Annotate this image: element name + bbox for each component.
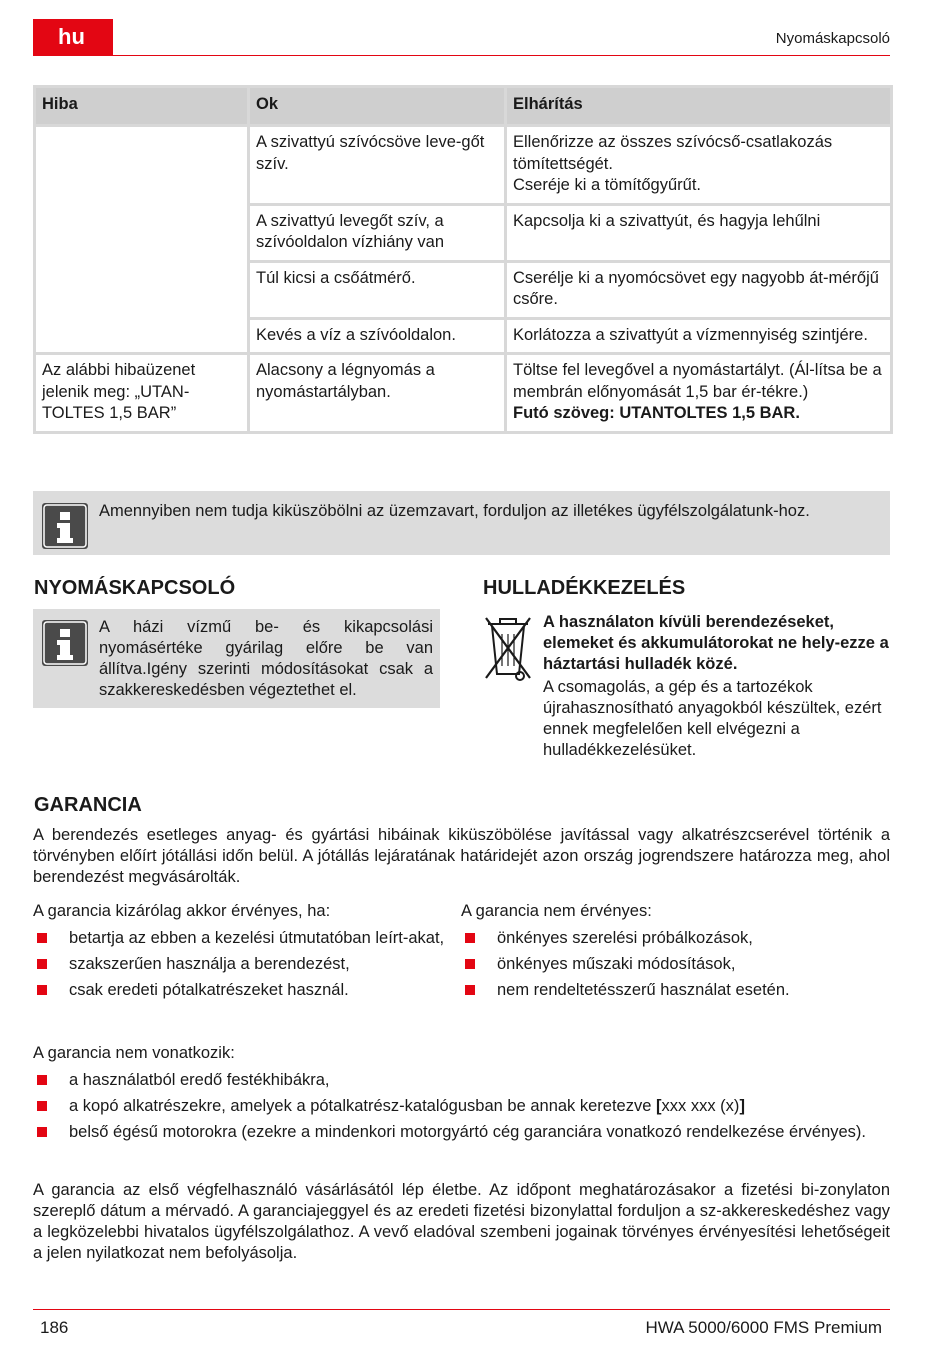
- warranty-invalid-list: [461, 928, 890, 1006]
- crossed-out-bin-icon: [480, 612, 536, 684]
- service-info-box: [33, 491, 890, 555]
- list-item: [461, 954, 890, 975]
- list-item: [461, 980, 890, 1001]
- list-item: [33, 1096, 890, 1117]
- info-icon: [42, 503, 88, 549]
- list-item-text: önkényes műszaki módosítások,: [497, 955, 736, 973]
- table-row: [35, 354, 892, 433]
- cell-line: Cseréje ki a tömítőgyűrűt.: [513, 176, 701, 194]
- cell-line: Ellenőrizze az összes szívócső-csatlakozás tömítettségét.: [513, 133, 833, 173]
- bullet-square-icon: [37, 959, 47, 969]
- list-item: [33, 954, 458, 975]
- warranty-heading: GARANCIA: [34, 794, 142, 816]
- bullet-square-icon: [37, 933, 47, 943]
- table-cell-ok: Kevés a víz a szívóoldalon.: [249, 318, 506, 354]
- pressure-switch-info-box: [33, 609, 440, 708]
- cell-line-bold: Futó szöveg: UTANTOLTES 1,5 BAR.: [513, 404, 800, 422]
- list-item: [33, 1122, 890, 1143]
- column-header-elharitas: Elhárítás: [506, 87, 892, 126]
- bracket-open: [: [656, 1097, 662, 1115]
- list-item-text: csak eredeti pótalkatrészeket használ.: [69, 981, 349, 999]
- page-number: 186: [40, 1318, 69, 1337]
- list-item-text: a kopó alkatrészekre, amelyek a pótalkatrész-katalógusban be annak keretezve: [69, 1097, 652, 1115]
- list-item-text: betartja az ebben a kezelési útmutatóban leírt-akat,: [69, 929, 445, 947]
- warranty-intro: A berendezés esetleges anyag- és gyártási hibáinak kiküszöbölése javítással vagy alkatrészcserével történik a törvényben előírt jótállási időn belül. A jótállás lejáratának határidejét azon ország jogrendszere határozza meg, ahol berendezést megvásárolták.: [33, 826, 890, 886]
- footer-rule: [33, 1309, 890, 1310]
- table-row: [35, 126, 892, 205]
- table-cell-hiba: Az alábbi hibaüzenet jelenik meg: „UTAN-TOLTES 1,5 BAR”: [35, 354, 249, 433]
- table-cell-ok: Alacsony a légnyomás a nyomástartályban.: [249, 354, 506, 433]
- model-name: HWA 5000/6000 FMS Premium: [645, 1318, 882, 1337]
- list-item-text: belső égésű motorokra (ezekre a mindenkori motorgyártó cég garanciára vonatkozó rendelkezése érvényes).: [69, 1123, 866, 1141]
- list-item-text: nem rendeltetésszerű használat esetén.: [497, 981, 790, 999]
- list-item-text: szakszerűen használja a berendezést,: [69, 955, 350, 973]
- table-cell-elharitas: Cserélje ki a nyomócsövet egy nagyobb át-mérőjű csőre.: [506, 261, 892, 318]
- bullet-square-icon: [37, 1101, 47, 1111]
- column-header-hiba: Hiba: [35, 87, 249, 126]
- service-info-text: Amennyiben nem tudja kiküszöbölni az üzemzavart, forduljon az illetékes ügyfélszolgálatunk-hoz.: [99, 502, 810, 520]
- warranty-excluded-list: [33, 1070, 890, 1148]
- warranty-invalid-title: A garancia nem érvényes:: [461, 902, 652, 920]
- pressure-switch-heading: NYOMÁSKAPCSOLÓ: [34, 577, 236, 599]
- language-tab: hu: [33, 19, 113, 55]
- catalog-placeholder: xxx xxx (x): [661, 1097, 740, 1115]
- table-cell-ok: A szivattyú szívócsöve leve-gőt szív.: [249, 126, 506, 205]
- table-cell-elharitas: Kapcsolja ki a szivattyút, és hagyja lehűlni: [506, 204, 892, 261]
- bullet-square-icon: [37, 985, 47, 995]
- list-item: [33, 980, 458, 1001]
- table-cell-hiba: [35, 126, 249, 354]
- list-item-text: a használatból eredő festékhibákra,: [69, 1071, 330, 1089]
- warranty-valid-title: A garancia kizárólag akkor érvényes, ha:: [33, 902, 331, 920]
- list-item: [461, 928, 890, 949]
- table-cell-ok: A szivattyú levegőt szív, a szívóoldalon vízhiány van: [249, 204, 506, 261]
- warranty-valid-list: [33, 928, 458, 1006]
- bracket-close: ]: [739, 1097, 745, 1115]
- info-icon: [42, 620, 88, 666]
- column-header-ok: Ok: [249, 87, 506, 126]
- pressure-switch-text: A házi vízmű be- és kikapcsolási nyomásértéke gyárilag előre be van állítva.Igény szerinti módosításokat csak a szakkereskedésben végeztethet el.: [99, 618, 433, 699]
- header-rule: [33, 55, 890, 56]
- troubleshooting-table: [33, 85, 893, 434]
- warranty-closing: A garancia az első végfelhasználó vásárlásától lép életbe. Az időpont meghatározásakor a fizetési bi-zonylaton szereplő dátum a mérvadó. A garanciajeggyel és az eredeti fizetési bizonylattal forduljon a sz-akkereskedéshez vagy a legközelebbi hivatalos ügyfélszolgálathoz. A vevő eladóval szembeni jogainak törvényes érvényesítési lehetőségeit a jelen nyilatkozat nem befolyásolja.: [33, 1181, 890, 1262]
- table-cell-elharitas: [506, 354, 892, 433]
- bullet-square-icon: [465, 985, 475, 995]
- list-item: [33, 928, 458, 949]
- bullet-square-icon: [465, 959, 475, 969]
- table-header-row: [35, 87, 892, 126]
- disposal-heading: HULLADÉKKEZELÉS: [483, 577, 686, 599]
- disposal-text: A csomagolás, a gép és a tartozékok újrahasznosítható anyagokból készültek, ezért ennek megfelelően kell elvégezni a hulladékkezelésüket.: [543, 678, 882, 759]
- cell-line: Töltse fel levegővel a nyomástartályt. (Ál-lítsa be a membrán előnyomását 1,5 bar ér-tékre.): [513, 361, 882, 401]
- warranty-excluded-title: A garancia nem vonatkozik:: [33, 1044, 235, 1062]
- list-item: [33, 1070, 890, 1091]
- disposal-bold-text: A használaton kívüli berendezéseket, elemeket és akkumulátorokat ne hely-ezze a háztartási hulladék közé.: [543, 613, 889, 673]
- bullet-square-icon: [465, 933, 475, 943]
- bullet-square-icon: [37, 1075, 47, 1085]
- list-item-text: önkényes szerelési próbálkozások,: [497, 929, 753, 947]
- header-title: Nyomáskapcsoló: [775, 30, 890, 47]
- table-cell-ok: Túl kicsi a csőátmérő.: [249, 261, 506, 318]
- table-cell-elharitas: [506, 126, 892, 205]
- bullet-square-icon: [37, 1127, 47, 1137]
- table-cell-elharitas: Korlátozza a szivattyút a vízmennyiség szintjére.: [506, 318, 892, 354]
